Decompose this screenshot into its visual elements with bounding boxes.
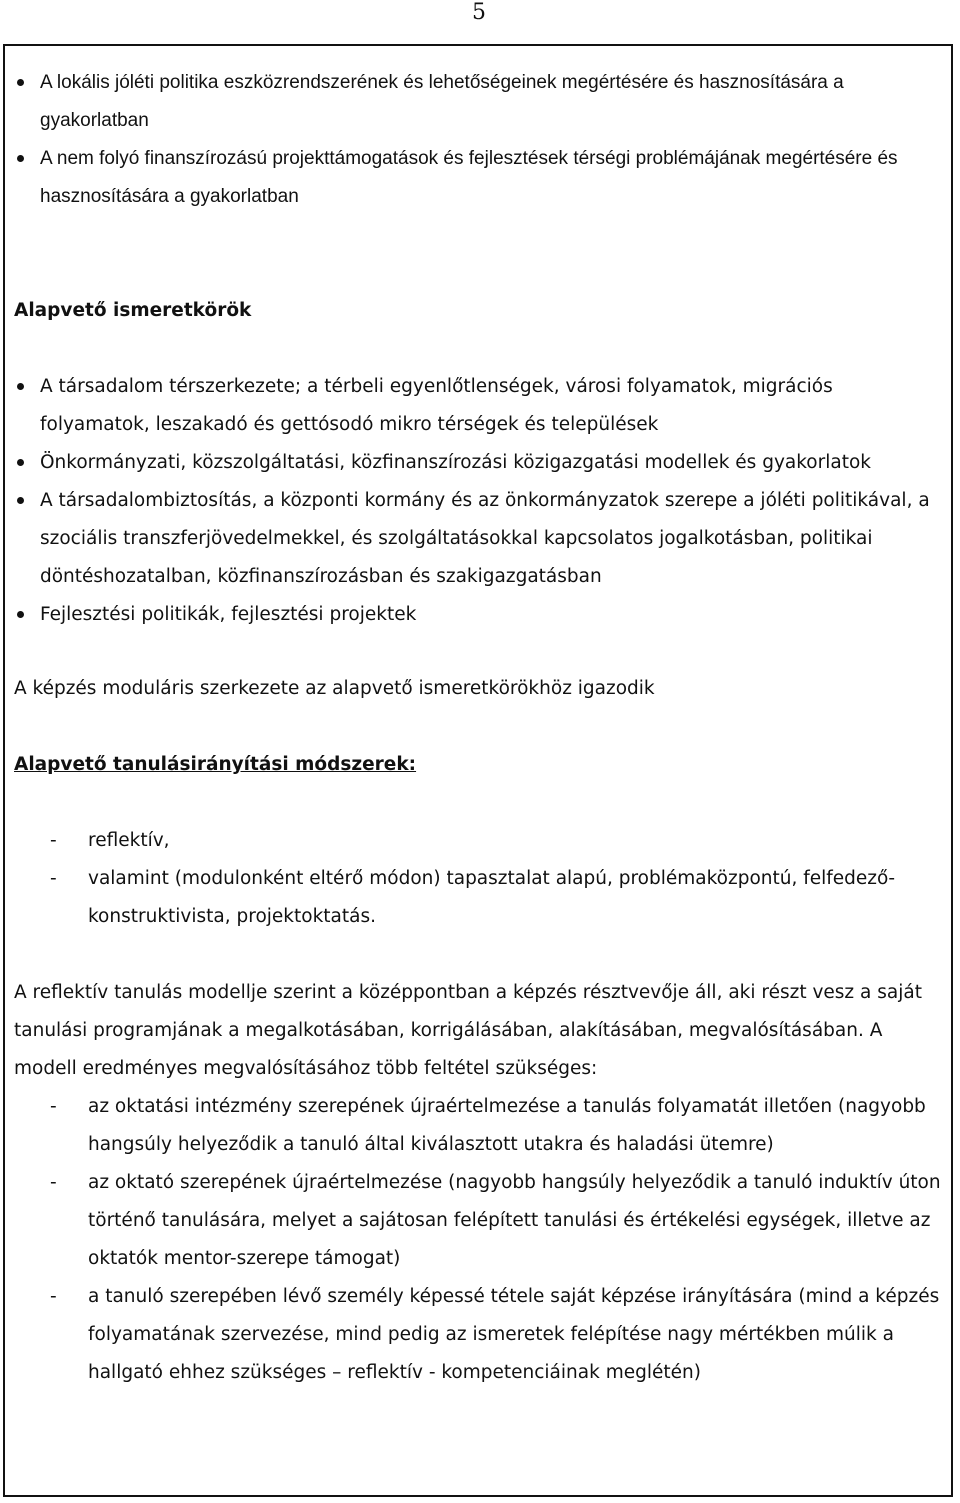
list-item: A társadalombiztosítás, a központi kormány és az önkormányzatok szerepe a jóléti politikával, a szociális transzferjövedelmekkel, és szolgáltatásokkal kapcsolatos jogalkotásban, politikai döntéshozatalban, közfinanszírozásban és szakigazgatásban [14, 482, 944, 596]
conditions-dash-list [14, 1088, 944, 1392]
list-item: Önkormányzati, közszolgáltatási, közfinanszírozási közigazgatási modellek és gyakorlatok [14, 444, 944, 482]
list-item: A társadalom térszerkezete; a térbeli egyenlőtlenségek, városi folyamatok, migrációs folyamatok, leszakadó és gettósodó mikro térségek és települések [14, 368, 944, 444]
knowledge-bullet-list [14, 368, 944, 634]
section-heading-knowledge: Alapvető ismeretkörök [14, 300, 252, 321]
modular-note: A képzés moduláris szerkezete az alapvető ismeretkörökhöz igazodik [14, 678, 655, 699]
intro-section [14, 64, 944, 216]
reflective-paragraph: A reflektív tanulás modellje szerint a középpontban a képzés résztvevője áll, aki részt vesz a saját tanulási programjának a megalkotásában, korrigálásában, alakításában, megvalósításában. A modell eredményes megvalósításához több feltétel szükséges: [14, 982, 922, 1079]
list-item: A lokális jóléti politika eszközrendszerének és lehetőségeinek megértésére és hasznosítására a gyakorlatban [14, 64, 944, 140]
methods-dash-list [14, 822, 944, 936]
section-heading-methods: Alapvető tanulásirányítási módszerek: [14, 754, 417, 775]
list-item: Fejlesztési politikák, fejlesztési projektek [14, 596, 944, 634]
page-content [14, 64, 944, 1392]
intro-bullet-list [14, 64, 944, 216]
list-item: - az oktatási intézmény szerepének újraértelmezése a tanulás folyamatát illetően (nagyobb hangsúly helyeződik a tanuló által kiválasztott utakra és haladási ütemre) [14, 1088, 944, 1164]
list-item: - reflektív, [14, 822, 944, 860]
list-item: - az oktató szerepének újraértelmezése (nagyobb hangsúly helyeződik a tanuló induktív úton történő tanulására, melyet a sajátosan felépített tanulási és értékelési egységek, illetve az oktatók mentor-szerepe támogat) [14, 1164, 944, 1278]
list-item: - valamint (modulonként eltérő módon) tapasztalat alapú, problémaközpontú, felfedező-konstruktivista, projektoktatás. [14, 860, 944, 936]
page-number: 5 [472, 0, 486, 25]
list-item: A nem folyó finanszírozású projekttámogatások és fejlesztések térségi problémájának megértésére és hasznosítására a gyakorlatban [14, 140, 944, 216]
list-item: - a tanuló szerepében lévő személy képessé tétele saját képzése irányítására (mind a képzés folyamatának szervezése, mind pedig az ismeretek felépítése nagy mértékben múlik a hallgató ehhez szükséges – reflektív - kompetenciáinak meglétén) [14, 1278, 944, 1392]
